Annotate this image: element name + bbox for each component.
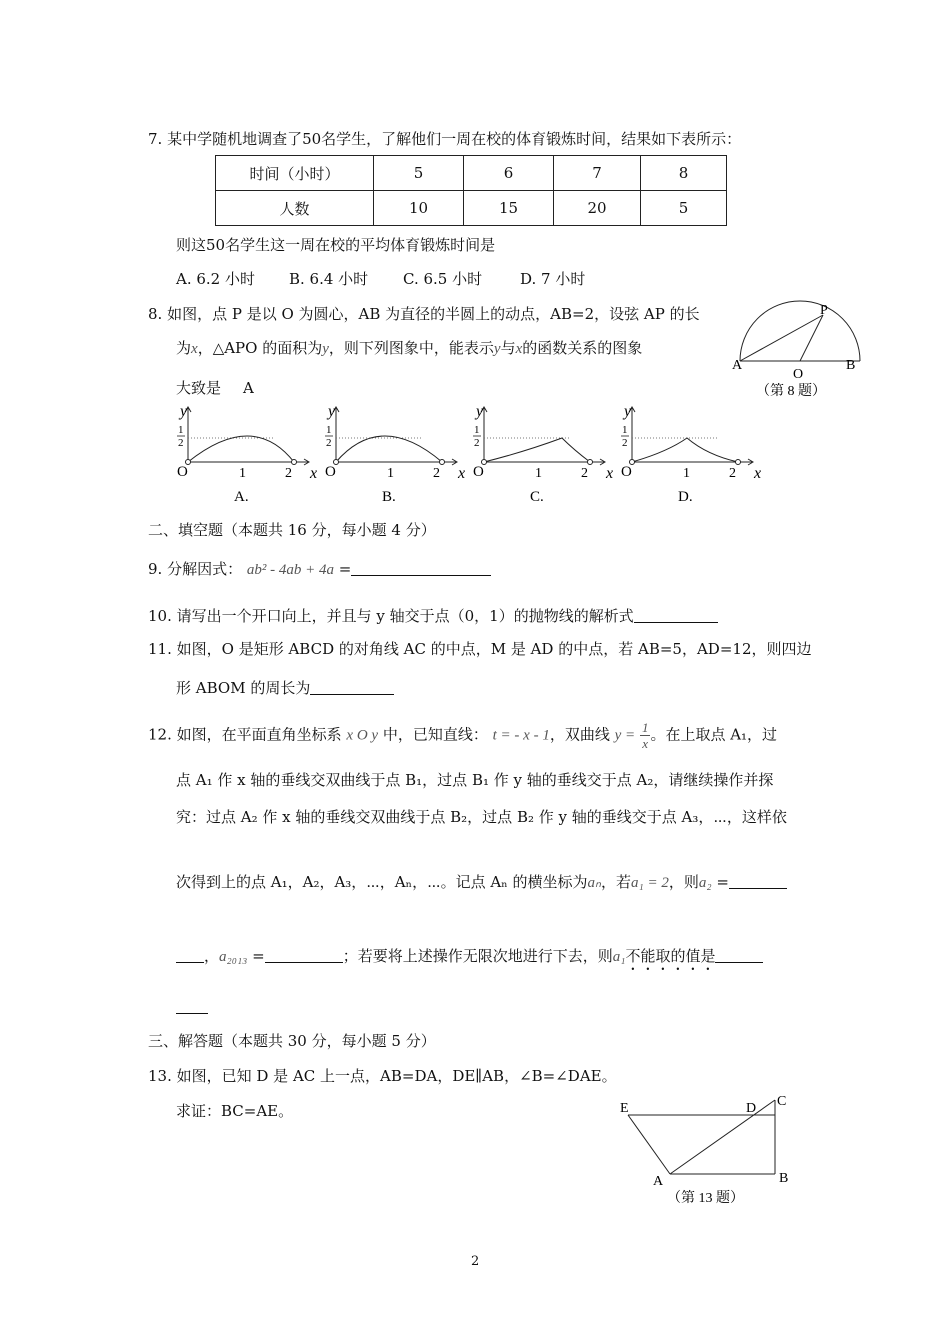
q11-line1: 11. 如图，O 是矩形 ABCD 的对角线 AC 的中点，M 是 AD 的中点，若 AB=5，AD=12，则四边 [148,640,812,658]
q7-option-b: B. 6.4 小时 [289,270,369,288]
half-denominator: 2 [326,437,332,449]
label-a: A [732,358,743,373]
table-cell: 5 [374,156,464,191]
answer-blank[interactable] [310,680,394,695]
q7-option-d: D. 7 小时 [520,270,586,288]
q7-question: 则这50名学生这一周在校的平均体育锻炼时间是 [176,236,496,254]
table-row [216,156,727,191]
table-row [216,191,727,226]
origin-label: O [177,464,188,480]
section-2-heading: 二、填空题（本题共 16 分，每小题 4 分） [148,521,436,539]
table-cell: 6 [464,156,554,191]
q12-line3: 究：过点 A₂ 作 x 轴的垂线交双曲线于点 B₂，过点 B₂ 作 y 轴的垂线交于点 A₃，⋯，这样依 [176,808,787,826]
label-e: E [620,1101,629,1116]
hyperbola-fraction: $\frac{1}{x}$ [641,720,649,751]
open-point [440,460,445,465]
triangle-figure [615,1090,800,1210]
q7-stem: 7. 某中学随机地调查了50名学生，了解他们一周在校的体育锻炼时间，结果如下表所示： [148,130,742,148]
q12-line4: 次得到上的点 A₁，A₂，A₃，⋯，Aₙ，⋯。记点 Aₙ 的横坐标为aₙ，若a₁ = 2，则a₂ = [176,871,787,892]
origin-label: O [325,464,336,480]
figure-caption: （第 13 题） [667,1191,744,1206]
label-b: B [779,1171,789,1186]
label-a: A [653,1174,664,1189]
table-cell: 人数 [216,191,374,226]
frequency-table [215,155,727,226]
label-p: P [820,303,828,318]
answer-blank[interactable] [176,948,204,963]
q9: 9. 分解因式： ab² - 4ab + 4a = [148,558,491,579]
x-axis-label: x [606,465,614,482]
page-number: 2 [471,1254,480,1269]
graph-option-4 [612,400,762,510]
x-axis-label: x [310,465,318,482]
q12-line2: 点 A₁ 作 x 轴的垂线交双曲线于点 B₁，过点 B₁ 作 y 轴的垂线交于点 A₂，请继续操作并探 [176,771,774,789]
graph-option-label: A. [234,489,249,505]
label-o: O [793,367,804,382]
origin-label: O [621,464,632,480]
function-curve [336,436,442,462]
origin-label: O [473,464,484,480]
tick-label: 2 [285,466,292,481]
q7-option-c: C. 6.5 小时 [403,270,483,288]
graph-option-3 [464,400,614,510]
section-3-heading: 三、解答题（本题共 30 分，每小题 5 分） [148,1032,436,1050]
answer-blank[interactable] [729,874,787,889]
q8-line2: 为x，△APO 的面积为y，则下列图象中，能表示y与x的函数关系的图象 [176,339,643,357]
table-cell: 时间（小时） [216,156,374,191]
tick-label: 2 [729,466,736,481]
half-denominator: 2 [622,437,628,449]
q13-line1: 13. 如图，已知 D 是 AC 上一点，AB=DA，DE∥AB，∠B=∠DAE。 [148,1067,617,1085]
half-numerator: 1 [326,424,332,436]
table-cell: 8 [641,156,727,191]
graph-option-2 [316,400,466,510]
tick-label: 1 [535,466,542,481]
q8-answer: A [243,379,254,397]
y-axis-label: y [180,403,188,420]
y-axis-label: y [624,403,632,420]
tick-label: 1 [239,466,246,481]
answer-blank[interactable] [176,999,208,1014]
table-cell: 7 [554,156,641,191]
answer-blank[interactable] [351,561,491,576]
graph-option-1 [168,400,318,510]
x-axis-label: x [754,465,762,482]
q12-line6 [176,998,208,1016]
q7-option-a: A. 6.2 小时 [176,270,255,288]
answer-blank[interactable] [715,948,763,963]
q12-line5: ，a₂₀₁₃ = ；若要将上述操作无限次地进行下去，则a₁不能取的值是 [176,945,763,974]
q8-line1: 8. 如图，点 P 是以 O 为圆心，AB 为直径的半圆上的动点，AB=2，设弦 AP 的长 [148,305,700,323]
half-numerator: 1 [622,424,628,436]
q9-expression: ab² - 4ab + 4a [246,562,334,578]
q13-line2: 求证：BC=AE。 [176,1102,294,1120]
label-c: C [777,1094,787,1109]
graph-options [168,400,788,510]
half-numerator: 1 [474,424,480,436]
half-denominator: 2 [474,437,480,449]
q11-line2: 形 ABOM 的周长为 [176,677,394,698]
label-d: D [746,1101,757,1116]
table-cell: 10 [374,191,464,226]
semicircle-figure [728,300,863,405]
q12-line1: 12. 如图，在平面直角坐标系 x O y 中，已知直线： t = - x - 1，双曲线 y = $\frac{1}{x}$ 。在上取点 A₁，过 [148,720,778,751]
q10: 10. 请写出一个开口向上，并且与 y 轴交于点（0，1）的抛物线的解析式 [148,605,718,626]
graph-option-label: D. [678,489,693,505]
tick-label: 1 [387,466,394,481]
half-numerator: 1 [178,424,184,436]
tick-label: 2 [433,466,440,481]
q8-line3: 大致是 A [176,379,254,397]
table-cell: 15 [464,191,554,226]
graph-option-label: C. [530,489,544,505]
table-cell: 20 [554,191,641,226]
graph-option-label: B. [382,489,396,505]
tick-label: 2 [581,466,588,481]
function-curve [632,438,738,462]
table-cell: 5 [641,191,727,226]
function-curve [484,438,590,462]
function-curve [188,436,294,462]
answer-blank[interactable] [265,948,343,963]
x-axis-label: x [458,465,466,482]
figure-caption: （第 8 题） [756,384,826,399]
open-point [588,460,593,465]
half-denominator: 2 [178,437,184,449]
open-point [292,460,297,465]
tick-label: 1 [683,466,690,481]
label-b: B [846,358,856,373]
answer-blank[interactable] [634,608,718,623]
y-axis-label: y [328,403,336,420]
open-point [736,460,741,465]
y-axis-label: y [476,403,484,420]
